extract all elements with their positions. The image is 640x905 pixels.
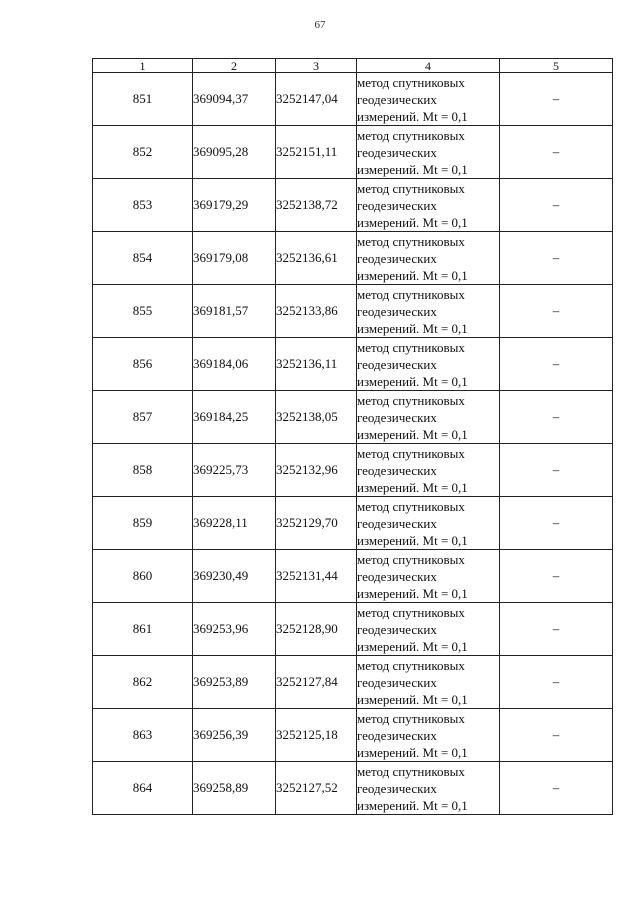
x-coordinate-cell: 369184,25 (193, 391, 276, 444)
y-coordinate-cell: 3252151,11 (276, 126, 357, 179)
y-coordinate-cell: 3252132,96 (276, 444, 357, 497)
x-coordinate-cell: 369179,08 (193, 232, 276, 285)
point-number-cell: 864 (93, 762, 193, 815)
table-row (93, 232, 613, 285)
method-line: измерений. Mt = 0,1 (357, 108, 468, 124)
method-cell (357, 762, 500, 815)
method-cell (357, 126, 500, 179)
note-cell: – (500, 179, 613, 232)
note-cell: – (500, 338, 613, 391)
point-number-cell: 851 (93, 73, 193, 126)
method-line: измерений. Mt = 0,1 (357, 585, 468, 601)
table-row (93, 603, 613, 656)
note-cell: – (500, 285, 613, 338)
y-coordinate-cell: 3252127,84 (276, 656, 357, 709)
column-header-1: 1 (93, 59, 193, 73)
table-row (93, 338, 613, 391)
method-cell (357, 709, 500, 762)
method-cell (357, 391, 500, 444)
y-coordinate-cell: 3252138,05 (276, 391, 357, 444)
method-cell (357, 338, 500, 391)
point-number-cell: 856 (93, 338, 193, 391)
column-header-4: 4 (357, 59, 500, 73)
method-line: геодезических (357, 303, 437, 319)
y-coordinate-cell: 3252133,86 (276, 285, 357, 338)
method-line: геодезических (357, 197, 437, 213)
method-cell (357, 444, 500, 497)
table-row (93, 126, 613, 179)
table-header-row (93, 59, 613, 73)
point-number-cell: 853 (93, 179, 193, 232)
x-coordinate-cell: 369225,73 (193, 444, 276, 497)
note-cell: – (500, 656, 613, 709)
x-coordinate-cell: 369258,89 (193, 762, 276, 815)
table-row (93, 444, 613, 497)
note-cell: – (500, 126, 613, 179)
method-cell (357, 179, 500, 232)
table-row (93, 73, 613, 126)
method-line: метод спутниковых (357, 445, 465, 461)
table-row (93, 709, 613, 762)
method-line: измерений. Mt = 0,1 (357, 479, 468, 495)
method-line: метод спутниковых (357, 763, 465, 779)
table-row (93, 550, 613, 603)
method-line: геодезических (357, 144, 437, 160)
point-number-cell: 855 (93, 285, 193, 338)
table-body (93, 73, 613, 815)
method-line: измерений. Mt = 0,1 (357, 691, 468, 707)
point-number-cell: 860 (93, 550, 193, 603)
method-line: геодезических (357, 780, 437, 796)
method-line: измерений. Mt = 0,1 (357, 373, 468, 389)
method-cell (357, 232, 500, 285)
method-line: измерений. Mt = 0,1 (357, 744, 468, 760)
method-line: метод спутниковых (357, 551, 465, 567)
method-line: геодезических (357, 621, 437, 637)
method-line: метод спутниковых (357, 339, 465, 355)
method-line: геодезических (357, 250, 437, 266)
table-row (93, 179, 613, 232)
table-row (93, 391, 613, 444)
x-coordinate-cell: 369253,96 (193, 603, 276, 656)
note-cell: – (500, 232, 613, 285)
method-cell (357, 497, 500, 550)
point-number-cell: 861 (93, 603, 193, 656)
method-line: геодезических (357, 462, 437, 478)
method-line: метод спутниковых (357, 498, 465, 514)
method-line: измерений. Mt = 0,1 (357, 161, 468, 177)
method-cell (357, 603, 500, 656)
method-line: метод спутниковых (357, 657, 465, 673)
method-line: измерений. Mt = 0,1 (357, 797, 468, 813)
method-line: геодезических (357, 91, 437, 107)
method-line: геодезических (357, 515, 437, 531)
column-header-5: 5 (500, 59, 613, 73)
method-line: метод спутниковых (357, 392, 465, 408)
method-line: метод спутниковых (357, 233, 465, 249)
method-line: геодезических (357, 674, 437, 690)
method-line: метод спутниковых (357, 74, 465, 90)
method-line: геодезических (357, 568, 437, 584)
x-coordinate-cell: 369230,49 (193, 550, 276, 603)
point-number-cell: 858 (93, 444, 193, 497)
point-number-cell: 862 (93, 656, 193, 709)
method-line: метод спутниковых (357, 710, 465, 726)
x-coordinate-cell: 369256,39 (193, 709, 276, 762)
y-coordinate-cell: 3252131,44 (276, 550, 357, 603)
point-number-cell: 863 (93, 709, 193, 762)
coordinates-table (92, 58, 613, 815)
point-number-cell: 852 (93, 126, 193, 179)
note-cell: – (500, 550, 613, 603)
table-row (93, 497, 613, 550)
method-line: измерений. Mt = 0,1 (357, 267, 468, 283)
note-cell: – (500, 73, 613, 126)
y-coordinate-cell: 3252138,72 (276, 179, 357, 232)
method-line: метод спутниковых (357, 286, 465, 302)
x-coordinate-cell: 369181,57 (193, 285, 276, 338)
y-coordinate-cell: 3252125,18 (276, 709, 357, 762)
method-cell (357, 73, 500, 126)
method-cell (357, 285, 500, 338)
method-line: измерений. Mt = 0,1 (357, 426, 468, 442)
point-number-cell: 859 (93, 497, 193, 550)
x-coordinate-cell: 369253,89 (193, 656, 276, 709)
method-line: метод спутниковых (357, 604, 465, 620)
table-row (93, 285, 613, 338)
y-coordinate-cell: 3252136,61 (276, 232, 357, 285)
y-coordinate-cell: 3252136,11 (276, 338, 357, 391)
note-cell: – (500, 762, 613, 815)
table-row (93, 656, 613, 709)
point-number-cell: 857 (93, 391, 193, 444)
y-coordinate-cell: 3252147,04 (276, 73, 357, 126)
method-cell (357, 550, 500, 603)
method-line: геодезических (357, 409, 437, 425)
y-coordinate-cell: 3252128,90 (276, 603, 357, 656)
x-coordinate-cell: 369095,28 (193, 126, 276, 179)
method-line: измерений. Mt = 0,1 (357, 214, 468, 230)
method-line: измерений. Mt = 0,1 (357, 320, 468, 336)
page-number: 67 (314, 19, 326, 31)
method-line: метод спутниковых (357, 127, 465, 143)
column-header-3: 3 (276, 59, 357, 73)
note-cell: – (500, 444, 613, 497)
y-coordinate-cell: 3252127,52 (276, 762, 357, 815)
x-coordinate-cell: 369179,29 (193, 179, 276, 232)
column-header-2: 2 (193, 59, 276, 73)
y-coordinate-cell: 3252129,70 (276, 497, 357, 550)
note-cell: – (500, 391, 613, 444)
method-line: измерений. Mt = 0,1 (357, 638, 468, 654)
method-line: геодезических (357, 356, 437, 372)
note-cell: – (500, 709, 613, 762)
x-coordinate-cell: 369228,11 (193, 497, 276, 550)
note-cell: – (500, 497, 613, 550)
method-line: метод спутниковых (357, 180, 465, 196)
method-line: геодезических (357, 727, 437, 743)
table-row (93, 762, 613, 815)
note-cell: – (500, 603, 613, 656)
method-line: измерений. Mt = 0,1 (357, 532, 468, 548)
method-cell (357, 656, 500, 709)
x-coordinate-cell: 369184,06 (193, 338, 276, 391)
x-coordinate-cell: 369094,37 (193, 73, 276, 126)
point-number-cell: 854 (93, 232, 193, 285)
